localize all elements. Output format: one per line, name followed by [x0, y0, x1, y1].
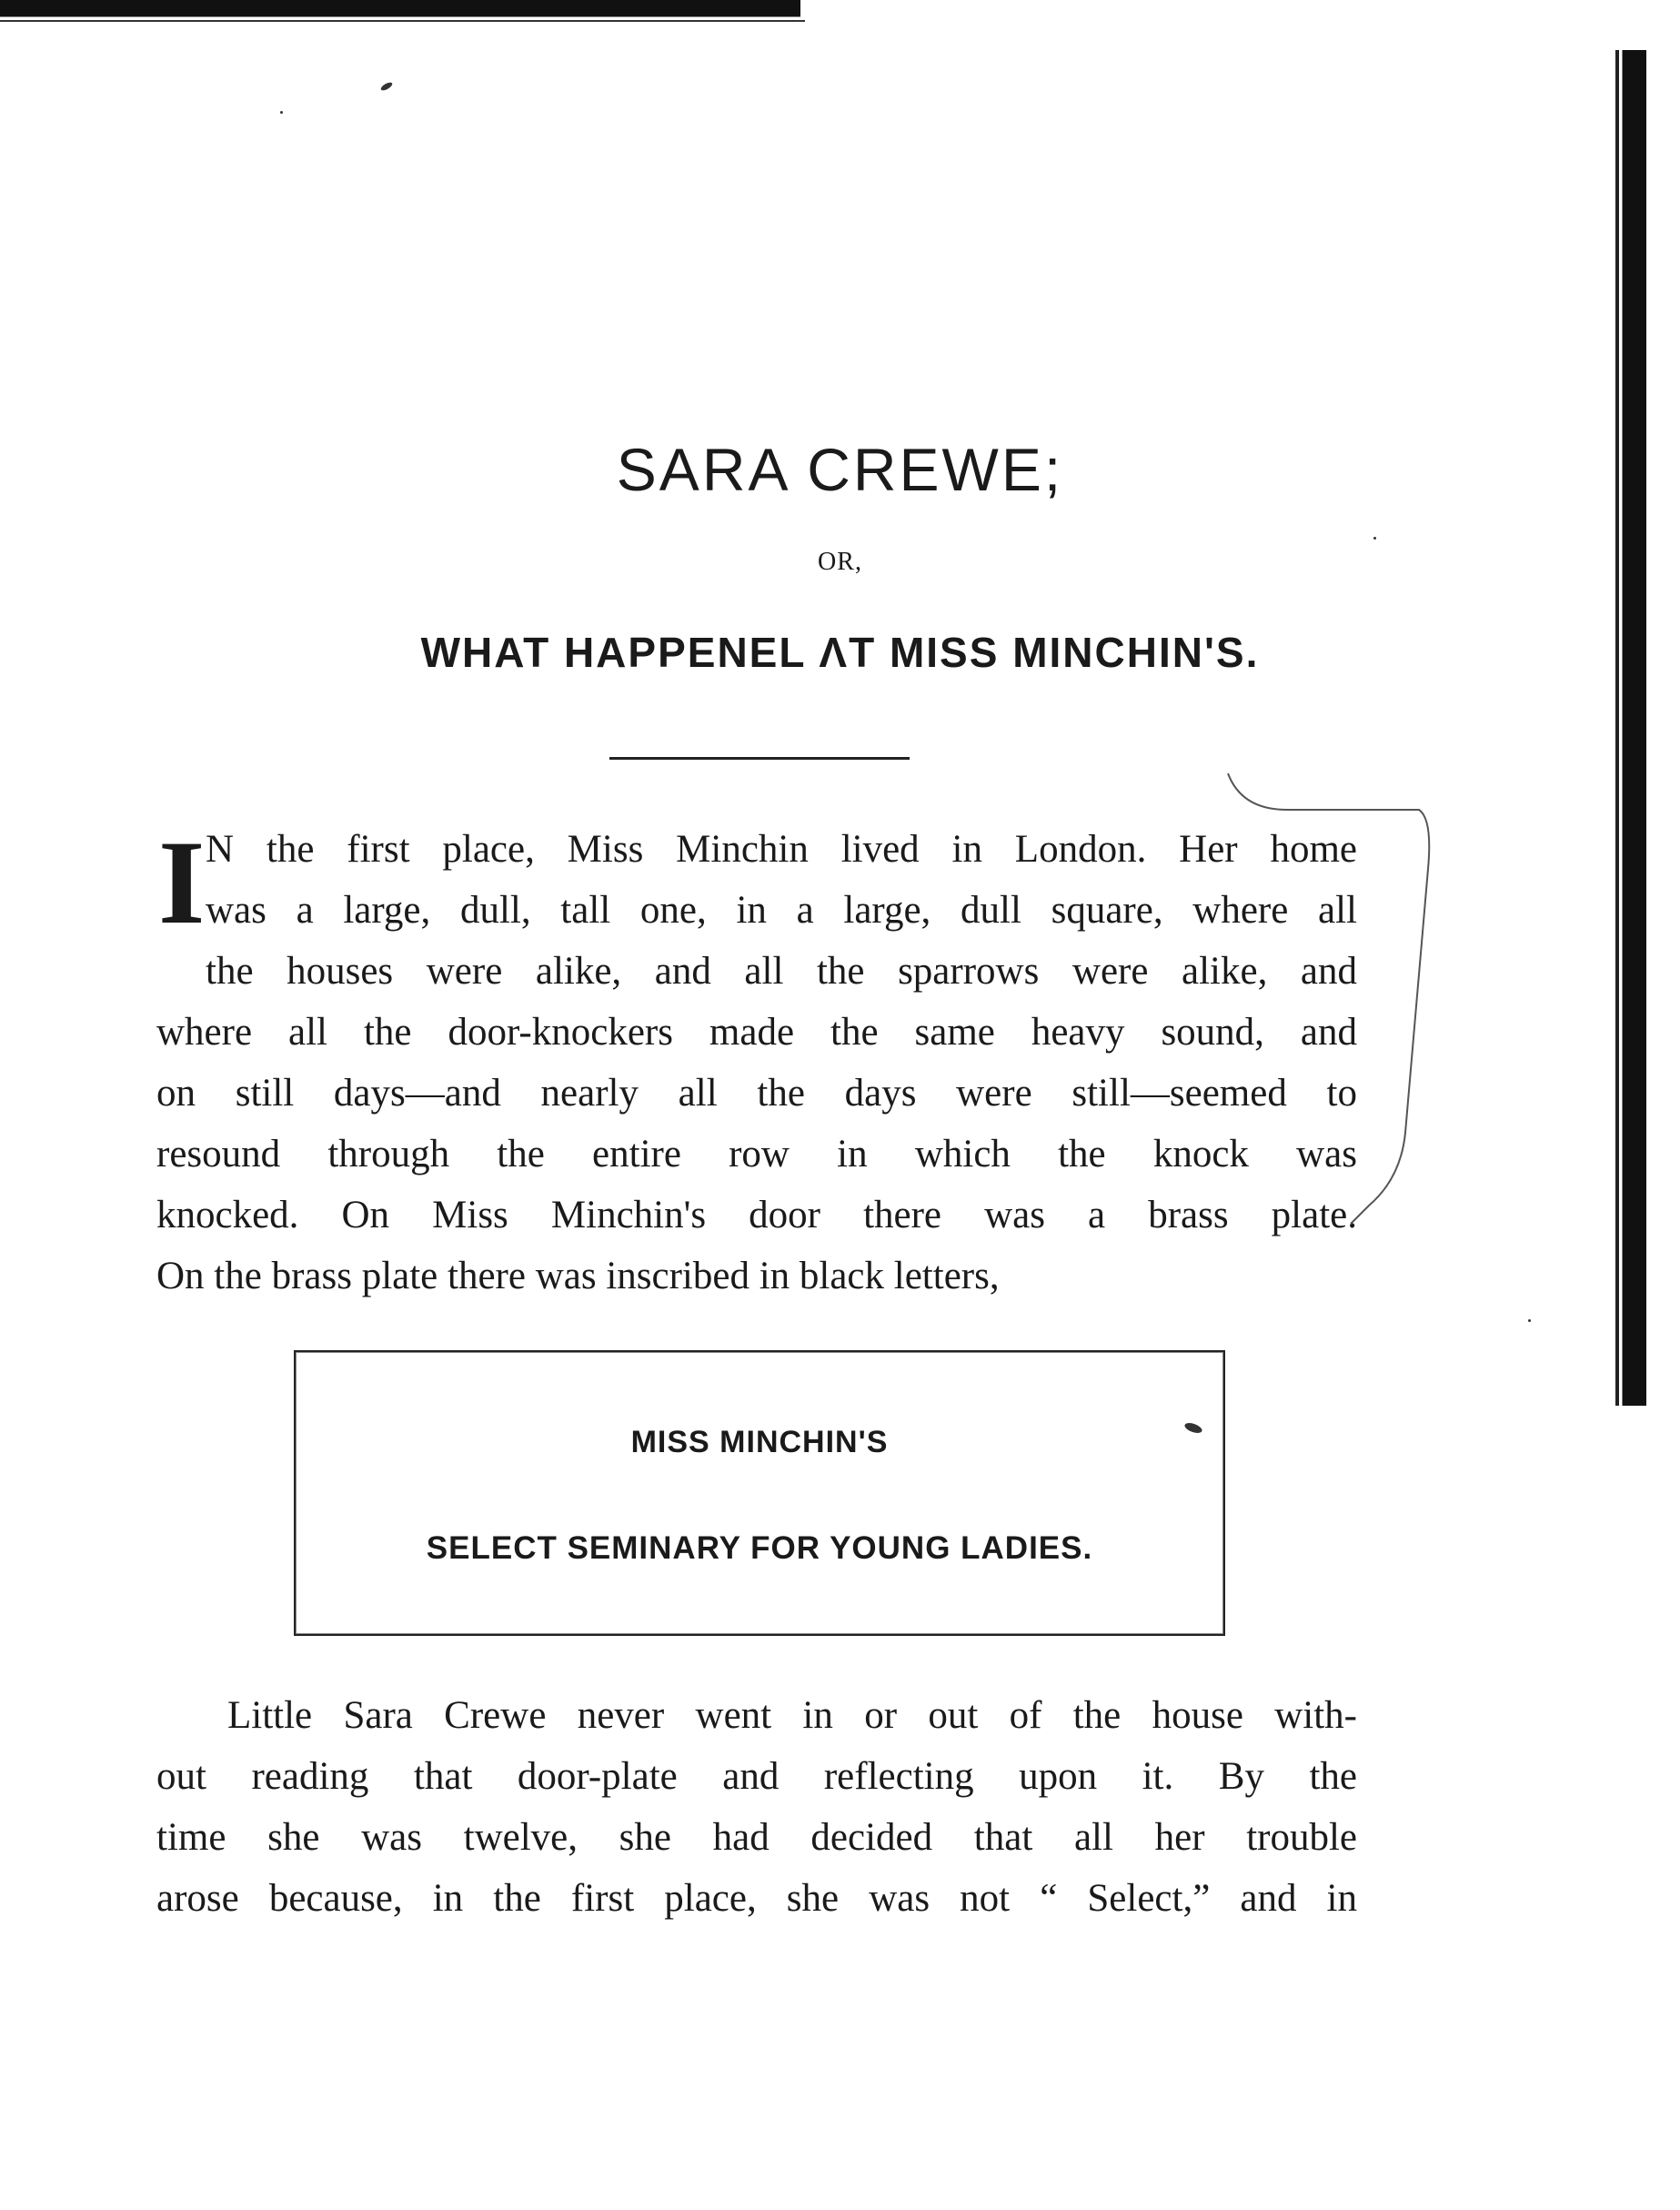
drop-cap: I [158, 815, 206, 949]
pencil-margin-bracket [1223, 769, 1442, 1233]
page-top-edge-bar [0, 0, 800, 27]
paragraph-line: out reading that door-plate and reflecting upon it. By the [156, 1755, 1357, 1798]
ink-speck [379, 81, 393, 92]
paragraph-line: Little Sara Crewe never went in or out of the house with- [227, 1694, 1357, 1737]
paragraph-line: was a large, dull, tall one, in a large, dull square, where all [206, 889, 1357, 932]
paragraph-line: time she was twelve, she had decided that all her trouble [156, 1816, 1357, 1859]
ink-speck [280, 111, 283, 114]
paragraph-line: resound through the entire row in which the knock was [156, 1133, 1357, 1176]
paragraph-line: on still days—and nearly all the days were still—seemed to [156, 1072, 1357, 1115]
paragraph-line: arose because, in the first place, she was not “ Select,” and in [156, 1877, 1357, 1920]
opening-paragraph [156, 815, 1357, 1307]
second-paragraph [156, 1685, 1357, 1929]
paragraph-line: where all the door-knockers made the same heavy sound, and [156, 1011, 1357, 1054]
sign-heading: MISS MINCHIN'S [630, 1425, 889, 1459]
paragraph-line: knocked. On Miss Minchin's door there was a brass plate. [156, 1194, 1357, 1236]
brass-plate-sign [294, 1350, 1225, 1636]
paragraph-line: N the first place, Miss Minchin lived in London. Her home [206, 828, 1357, 871]
paragraph-line: On the brass plate there was inscribed in black letters, [156, 1255, 1000, 1297]
page-subtitle: WHAT HAPPENEL ΛT MISS MINCHIN'S. [420, 629, 1260, 676]
title-conjunction: OR, [818, 548, 862, 576]
title-divider-rule [609, 757, 910, 760]
paragraph-line: the houses were alike, and all the sparrows were alike, and [206, 950, 1357, 993]
sign-subheading: SELECT SEMINARY FOR YOUNG LADIES. [426, 1530, 1093, 1566]
ink-speck [1373, 537, 1376, 540]
page-binding-edge [1615, 50, 1646, 1406]
ink-speck [1528, 1319, 1531, 1322]
page-title: SARA CREWE; [616, 436, 1064, 503]
